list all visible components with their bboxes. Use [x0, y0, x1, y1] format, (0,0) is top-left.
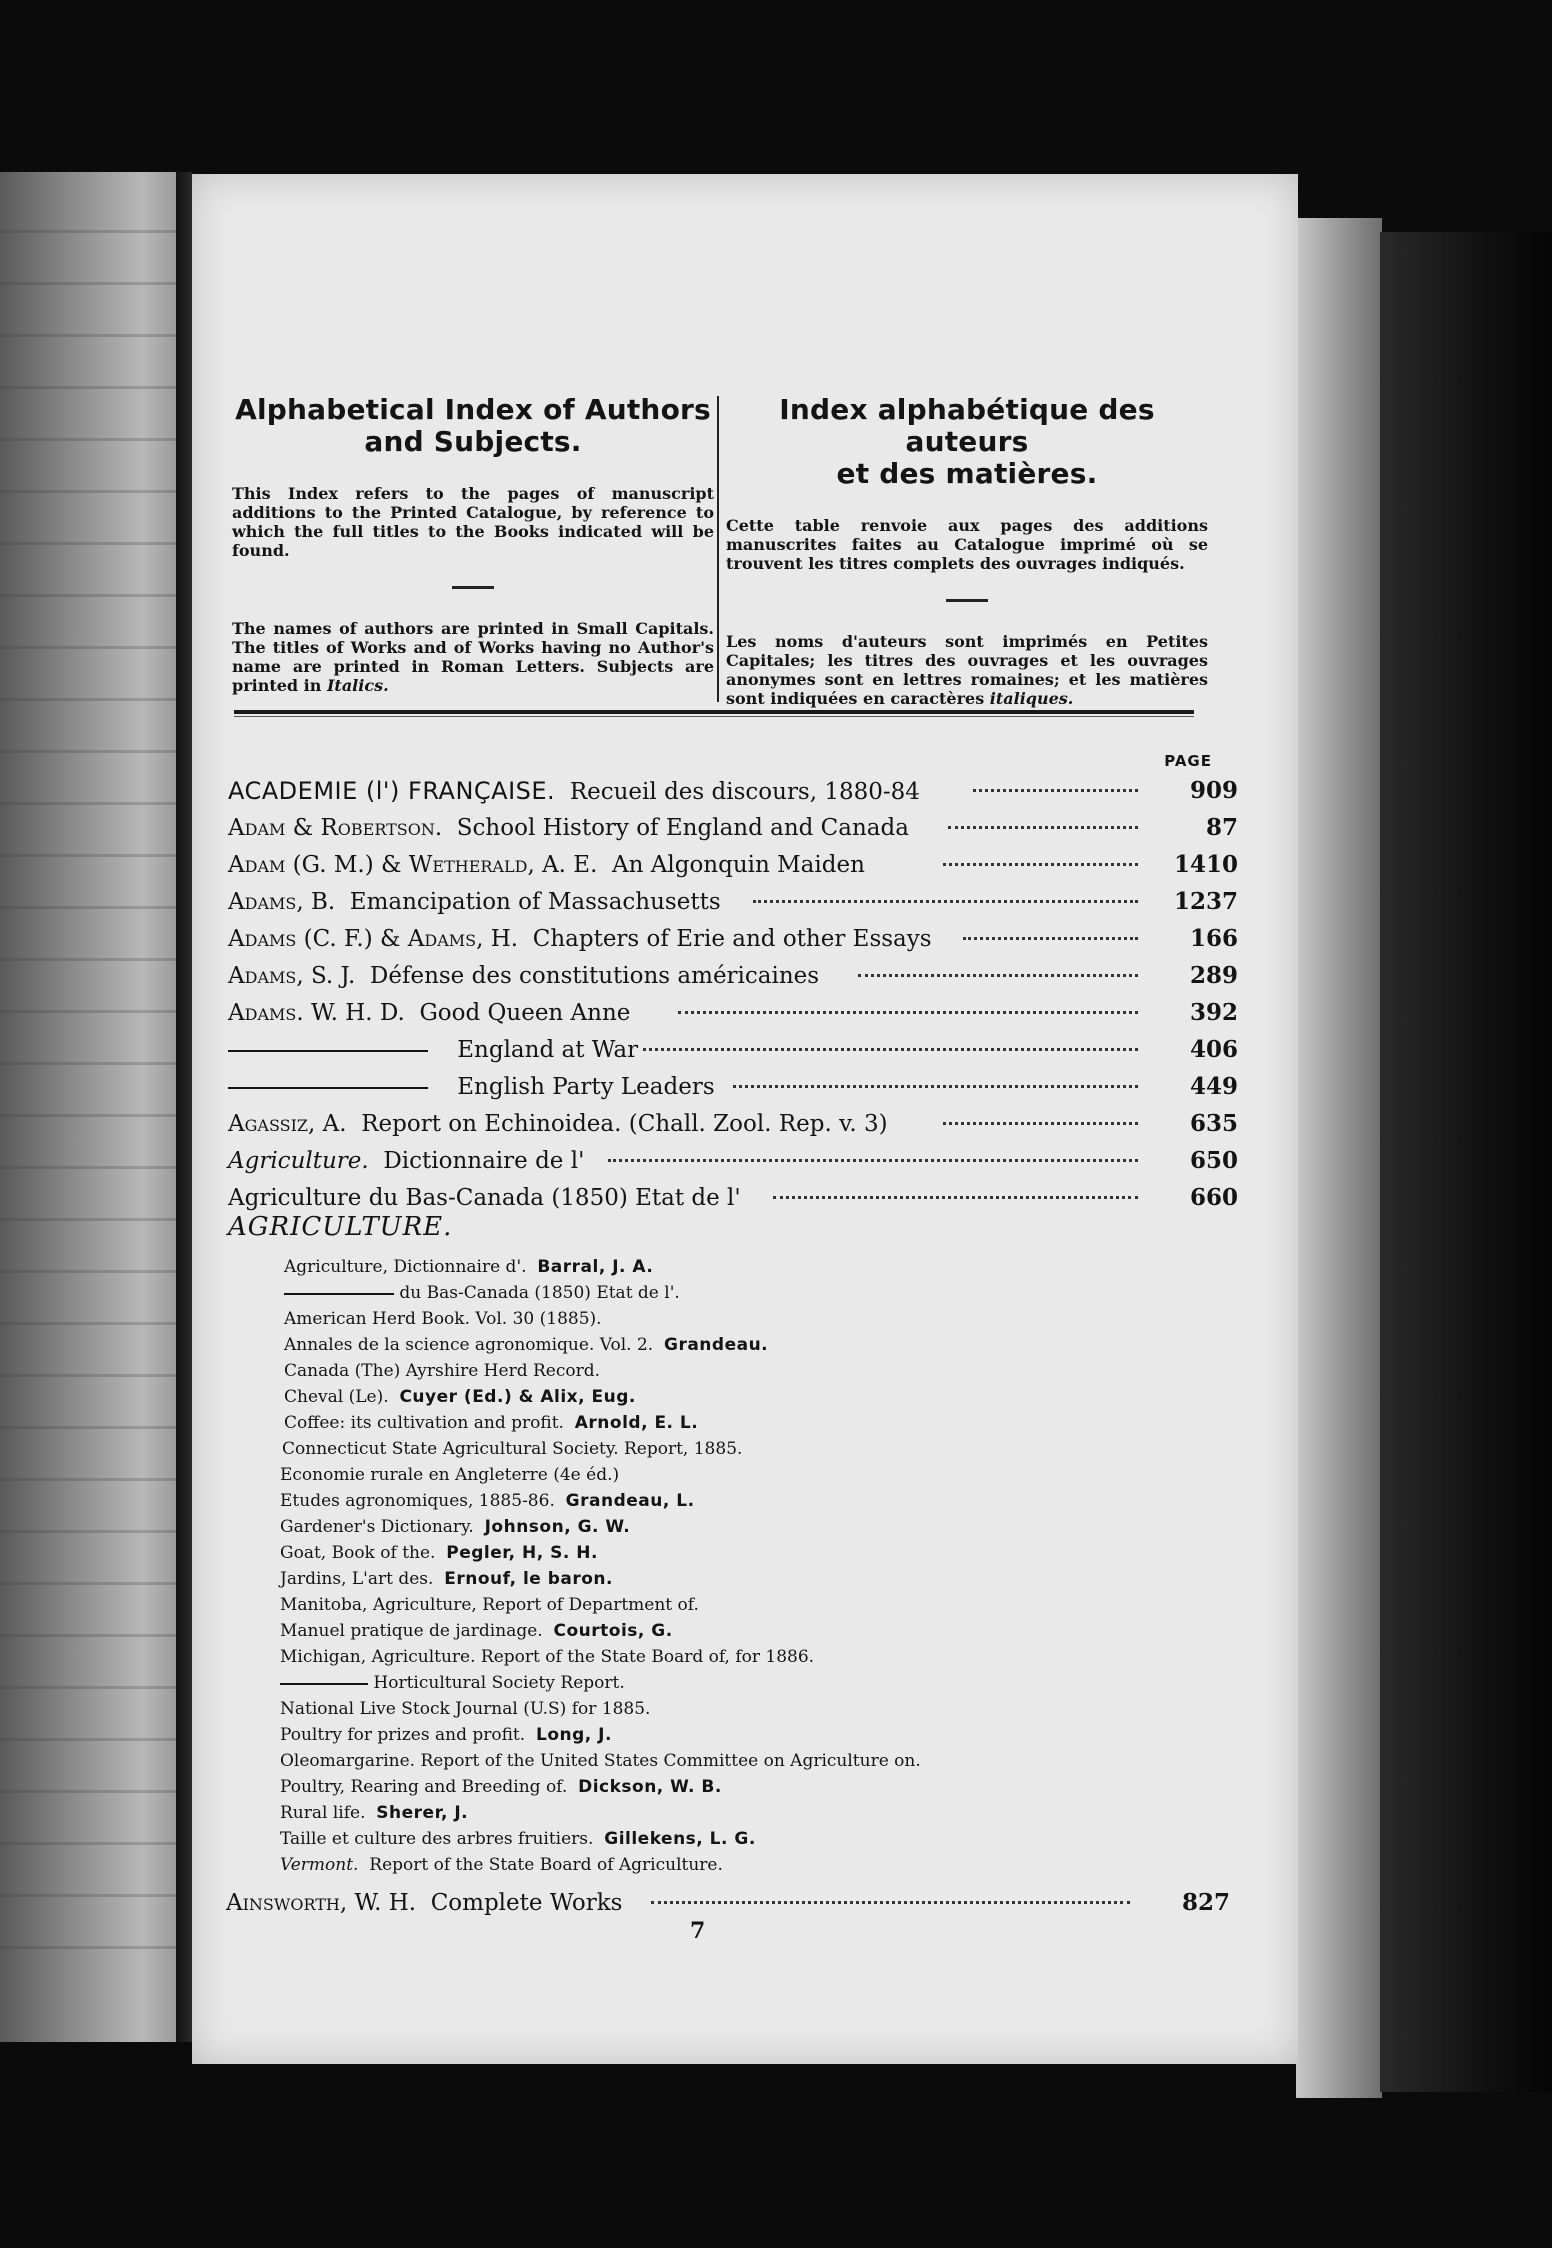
entry-author: Ainsworth, W. H.: [226, 1890, 417, 1916]
english-title-line1: Alphabetical Index of Authors: [235, 393, 711, 426]
item-title: Report of the State Board of Agriculture.: [369, 1855, 723, 1875]
item-author: Dickson, W. B.: [578, 1777, 722, 1797]
item-title: Cheval (Le).: [284, 1387, 389, 1407]
index-entry: [228, 774, 1238, 808]
agriculture-item: [284, 1334, 768, 1356]
dot-leader: [943, 1122, 1138, 1125]
entry-title: Report on Echinoidea. (Chall. Zool. Rep. v. 3): [361, 1111, 888, 1137]
entry-title: Good Queen Anne: [419, 1000, 631, 1026]
entry-page: 635: [1189, 1110, 1238, 1137]
page-number: 7: [690, 1918, 706, 1944]
item-author: Sherer, J.: [376, 1803, 469, 1823]
agriculture-item: [280, 1750, 921, 1772]
index-entry: [228, 959, 1238, 993]
entry-title: Recueil des discours, 1880-84: [569, 779, 920, 805]
agriculture-item: [284, 1412, 698, 1434]
separator-dash: [946, 599, 988, 602]
dot-leader: [608, 1159, 1138, 1162]
agriculture-item: [284, 1360, 600, 1382]
dot-leader: [858, 974, 1138, 977]
entry-author: Adams. W. H. D.: [228, 1000, 405, 1026]
dot-leader: [643, 1048, 1138, 1051]
agriculture-heading: AGRICULTURE.: [228, 1212, 453, 1242]
agriculture-item: [280, 1490, 695, 1512]
french-typography-note: [726, 632, 1208, 708]
item-title: du Bas-Canada (1850) Etat de l'.: [399, 1283, 680, 1303]
agriculture-item: [280, 1594, 699, 1616]
dot-leader: [773, 1196, 1138, 1199]
index-entry: [228, 848, 1238, 882]
entry-page: 406: [1189, 1036, 1238, 1063]
entry-author: Adam (G. M.) & Wetherald, A. E.: [228, 852, 598, 878]
entry-title: Dictionnaire de l': [383, 1148, 585, 1174]
item-title: Etudes agronomiques, 1885-86.: [280, 1491, 555, 1511]
item-author: Barral, J. A.: [537, 1257, 654, 1277]
header-rule: [234, 710, 1194, 714]
english-intro-paragraph: This Index refers to the pages of manuscript additions to the Printed Catalogue, by reference to which the full titles to the Books indicated will be found.: [232, 484, 714, 560]
item-title: Rural life.: [280, 1803, 366, 1823]
entry-title: Chapters of Erie and other Essays: [532, 926, 932, 952]
item-title: Coffee: its cultivation and profit.: [284, 1413, 564, 1433]
agriculture-item: [280, 1620, 673, 1642]
index-entry: [228, 1033, 1238, 1067]
item-title: Canada (The) Ayrshire Herd Record.: [284, 1361, 601, 1381]
page-column-label: PAGE: [1164, 752, 1212, 770]
dot-leader: [753, 900, 1138, 903]
index-entry: [228, 1144, 1238, 1178]
entry-page: 166: [1189, 925, 1238, 952]
repeat-title-rule: [280, 1683, 368, 1685]
item-author: Pegler, H, S. H.: [446, 1543, 598, 1563]
header-column-divider: [717, 396, 719, 702]
repeat-author-rule: [228, 1087, 428, 1089]
french-note-italics: italiques.: [989, 689, 1074, 708]
dot-leader: [943, 863, 1138, 866]
item-title: Manuel pratique de jardinage.: [280, 1621, 543, 1641]
index-entry: [228, 1181, 1238, 1215]
item-author: Ernouf, le baron.: [444, 1569, 613, 1589]
index-entry: [228, 811, 1238, 845]
entry-title: Complete Works: [430, 1890, 623, 1916]
repeat-title-rule: [284, 1293, 394, 1295]
item-title: Manitoba, Agriculture, Report of Department of.: [280, 1595, 699, 1615]
item-author: Cuyer (Ed.) & Alix, Eug.: [399, 1387, 636, 1407]
separator-dash: [452, 586, 494, 589]
entry-page: 87: [1205, 814, 1238, 841]
item-title: Poultry, Rearing and Breeding of.: [280, 1777, 568, 1797]
english-typography-note: [232, 619, 714, 695]
entry-author: Agassiz, A.: [228, 1111, 347, 1137]
french-title-line2: et des matières.: [836, 457, 1098, 490]
item-title: Jardins, L'art des.: [280, 1569, 434, 1589]
agriculture-item: [280, 1776, 722, 1798]
item-title: Poultry for prizes and profit.: [280, 1725, 526, 1745]
item-author: Arnold, E. L.: [574, 1413, 699, 1433]
english-note-italics: Italics.: [326, 676, 389, 695]
entry-author: Adams (C. F.) & Adams, H.: [228, 926, 519, 952]
item-title: Taille et culture des arbres fruitiers.: [280, 1829, 594, 1849]
left-page-text-shadow: [0, 230, 178, 1990]
agriculture-item: [280, 1802, 468, 1824]
repeat-author-rule: [228, 1050, 428, 1052]
item-title: Connecticut State Agricultural Society. Report, 1885.: [282, 1439, 743, 1459]
book-gutter: [176, 172, 192, 2042]
agriculture-item: [284, 1386, 636, 1408]
index-entry: [228, 885, 1238, 919]
item-title: Gardener's Dictionary.: [280, 1517, 474, 1537]
item-author: Gillekens, L. G.: [604, 1829, 756, 1849]
entry-page: 909: [1189, 777, 1238, 804]
item-title: Goat, Book of the.: [280, 1543, 436, 1563]
french-header: [726, 394, 1208, 708]
item-title: Michigan, Agriculture. Report of the State Board of, for 1886.: [280, 1647, 815, 1667]
item-title: Economie rurale en Angleterre (4e éd.): [280, 1465, 620, 1485]
entry-author: Adams, B.: [228, 889, 336, 915]
dot-leader: [678, 1011, 1138, 1014]
agriculture-item: [284, 1282, 680, 1304]
index-entry: [226, 1886, 1230, 1920]
entry-page: 392: [1189, 999, 1238, 1026]
entry-page: 289: [1189, 962, 1238, 989]
item-title: National Live Stock Journal (U.S) for 1885.: [280, 1699, 651, 1719]
entry-title: An Algonquin Maiden: [612, 852, 865, 878]
index-page: [192, 174, 1298, 2064]
index-entry: [228, 996, 1238, 1030]
entry-page: 650: [1189, 1147, 1238, 1174]
dot-leader: [948, 826, 1138, 829]
item-title: Horticultural Society Report.: [373, 1673, 625, 1693]
item-title: Oleomargarine. Report of the United States Committee on Agriculture on.: [280, 1751, 921, 1771]
page-edge-stack: [1296, 218, 1382, 2098]
english-note-text: The names of authors are printed in Small Capitals. The titles of Works and of Works having no Author's name are printed in Roman Letters. Subjects are printed in: [232, 619, 714, 695]
item-author: Grandeau.: [663, 1335, 769, 1355]
entry-title: English Party Leaders: [457, 1074, 715, 1100]
entry-title: Défense des constitutions américaines: [369, 963, 820, 989]
english-header: [232, 394, 714, 695]
item-author: Grandeau, L.: [565, 1491, 695, 1511]
english-title-line2: and Subjects.: [364, 425, 582, 458]
entry-page: 449: [1189, 1073, 1238, 1100]
agriculture-item: [280, 1854, 723, 1876]
agriculture-item: [280, 1672, 625, 1694]
entry-subject: Agriculture.: [228, 1148, 369, 1174]
entry-author: Adams, S. J.: [228, 963, 356, 989]
entry-page: 660: [1189, 1184, 1238, 1211]
header-rule-thin: [234, 716, 1194, 717]
agriculture-item: [280, 1828, 756, 1850]
agriculture-item: [280, 1646, 814, 1668]
dot-leader: [651, 1901, 1130, 1904]
agriculture-item: [282, 1438, 742, 1460]
agriculture-item: [280, 1724, 612, 1746]
entry-page: 1410: [1173, 851, 1238, 878]
dot-leader: [733, 1085, 1138, 1088]
entry-page: 1237: [1173, 888, 1238, 915]
book-cover-edge: [1380, 232, 1552, 2092]
item-author: Courtois, G.: [553, 1621, 673, 1641]
index-entry: [228, 1107, 1238, 1141]
item-title: Annales de la science agronomique. Vol. 2.: [284, 1335, 654, 1355]
item-title: American Herd Book. Vol. 30 (1885).: [284, 1309, 602, 1329]
agriculture-item: [280, 1568, 613, 1590]
entry-title: England at War: [457, 1037, 639, 1063]
index-entry: [228, 922, 1238, 956]
entry-page: 827: [1181, 1889, 1230, 1916]
agriculture-item: [280, 1516, 630, 1538]
entry-title: Emancipation of Massachusetts: [349, 889, 721, 915]
item-author: Johnson, G. W.: [484, 1517, 631, 1537]
agriculture-item: [284, 1308, 602, 1330]
entry-title: Agriculture du Bas-Canada (1850) Etat de l': [228, 1185, 741, 1211]
item-title: Agriculture, Dictionnaire d'.: [284, 1257, 527, 1277]
entry-author: ACADEMIE (l') FRANÇAISE.: [228, 777, 556, 805]
dot-leader: [973, 789, 1138, 792]
french-intro-paragraph: Cette table renvoie aux pages des additions manuscrites faites au Catalogue imprimé où se trouvent les titres complets des ouvrages indiqués.: [726, 516, 1208, 573]
index-entry: [228, 1070, 1238, 1104]
dot-leader: [963, 937, 1138, 940]
agriculture-item: [280, 1464, 619, 1486]
entry-title: School History of England and Canada: [456, 815, 909, 841]
agriculture-item: [284, 1256, 653, 1278]
item-subject: Vermont.: [280, 1855, 359, 1875]
french-note-text: Les noms d'auteurs sont imprimés en Petites Capitales; les titres des ouvrages et les ouvrages anonymes sont en lettres romaines; et les matières sont indiquées en caractères: [726, 632, 1208, 708]
entry-author: Adam & Robertson.: [228, 815, 443, 841]
agriculture-item: [280, 1542, 598, 1564]
agriculture-item: [280, 1698, 650, 1720]
french-title-line1: Index alphabétique des auteurs: [779, 393, 1155, 458]
item-author: Long, J.: [535, 1725, 612, 1745]
